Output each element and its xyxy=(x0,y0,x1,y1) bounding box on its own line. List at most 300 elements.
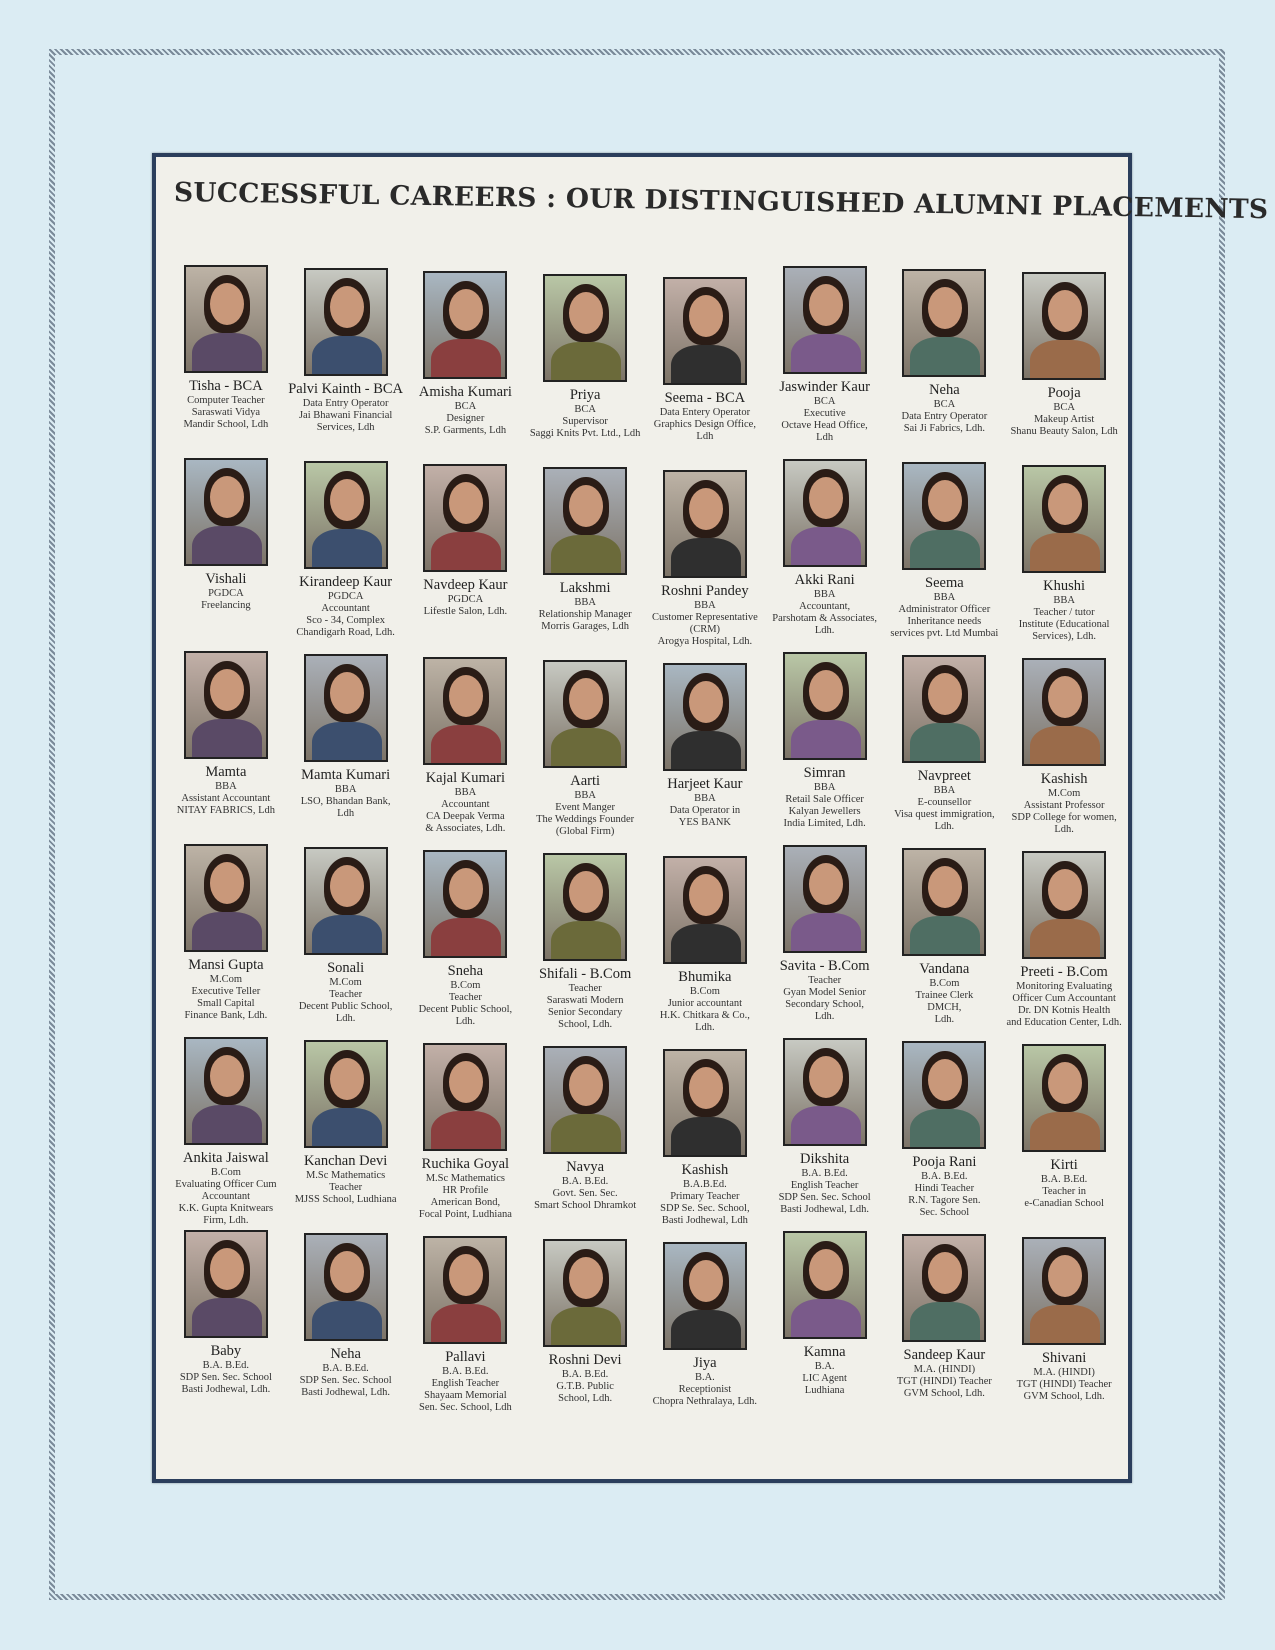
alumni-detail-line: Monitoring Evaluating xyxy=(1016,980,1113,992)
alumni-detail-line: Institute (Educational xyxy=(1018,619,1110,631)
alumni-name: Sandeep Kaur xyxy=(903,1347,986,1363)
alumni-photo xyxy=(304,1233,388,1341)
alumni-name: Roshni Devi xyxy=(548,1352,622,1368)
alumni-detail-line: BBA xyxy=(694,792,716,804)
alumni-detail-line: Govt. Sen. Sec. xyxy=(552,1188,618,1199)
alumni-detail-line: Executive xyxy=(803,408,846,419)
alumni-photo xyxy=(1022,1044,1106,1152)
alumni-name: Baby xyxy=(210,1343,242,1359)
alumni-detail-line: BBA xyxy=(215,780,237,792)
alumni-detail-line: Small Capital xyxy=(197,998,255,1010)
alumni-detail-line: PGDCA xyxy=(208,587,244,599)
alumni-detail-line: B.Com xyxy=(210,1166,241,1178)
alumni-photo xyxy=(423,464,507,572)
alumni-detail-line: G.T.B. Public xyxy=(556,1381,614,1392)
alumni-photo xyxy=(902,462,986,570)
alumni-name: Pooja xyxy=(1047,385,1081,401)
alumni-card xyxy=(406,265,526,458)
alumni-detail-line: NITAY FABRICS, Ldh xyxy=(176,805,275,817)
alumni-detail-line: Retail Sale Officer xyxy=(785,794,864,805)
alumni-photo xyxy=(184,844,268,952)
alumni-detail-line: Sec. School xyxy=(919,1207,970,1219)
alumni-card xyxy=(166,458,286,651)
alumni-detail-line: Ludhiana xyxy=(804,1385,845,1397)
alumni-detail-line: Junior accountant xyxy=(667,998,743,1009)
alumni-detail-line: School, Ldh. xyxy=(558,1393,613,1405)
alumni-detail-line: Ldh. xyxy=(814,625,835,637)
alumni-card xyxy=(885,265,1005,458)
alumni-detail-line: Ldh xyxy=(816,432,834,444)
alumni-photo xyxy=(1022,658,1106,766)
alumni-detail-line: S.P. Garments, Ldh xyxy=(424,425,507,437)
alumni-detail-line: BBA xyxy=(574,596,596,608)
alumni-card xyxy=(1004,265,1124,458)
alumni-name: Shivani xyxy=(1041,1350,1087,1366)
alumni-card xyxy=(885,651,1005,844)
alumni-photo xyxy=(783,459,867,567)
alumni-detail-line: Smart School Dhramkot xyxy=(534,1200,637,1212)
alumni-detail-line: Makeup Artist xyxy=(1033,414,1095,425)
alumni-photo xyxy=(543,274,627,382)
alumni-detail-line: Teacher xyxy=(808,974,842,986)
alumni-detail-line: Sen. Sec. School, Ldh xyxy=(419,1402,512,1414)
alumni-detail-line: BBA xyxy=(334,783,357,795)
alumni-detail-line: E-counsellor xyxy=(917,797,972,808)
alumni-detail-line: Ldh. xyxy=(695,1022,715,1034)
alumni-detail-line: Supervisor xyxy=(562,416,608,427)
alumni-photo xyxy=(543,660,627,768)
alumni-name: Simran xyxy=(803,765,846,781)
alumni-detail-line: BBA xyxy=(813,588,836,600)
alumni-photo xyxy=(1022,465,1106,573)
alumni-card xyxy=(525,458,645,651)
alumni-photo xyxy=(783,1231,867,1339)
alumni-detail-line: M.Com xyxy=(1047,787,1081,799)
alumni-detail-line: M.Com xyxy=(209,973,243,985)
alumni-name: Amisha Kumari xyxy=(418,384,512,400)
alumni-photo xyxy=(902,1041,986,1149)
alumni-detail-line: SDP Se. Sec. School, xyxy=(660,1203,750,1215)
alumni-detail-line: YES BANK xyxy=(678,817,731,829)
alumni-detail-line: BBA xyxy=(1053,594,1075,606)
alumni-photo xyxy=(543,853,627,961)
alumni-card xyxy=(525,1230,645,1423)
alumni-detail-line: M.A. (HINDI) xyxy=(1033,1366,1095,1378)
alumni-detail-line: Ldh. xyxy=(1054,824,1074,836)
alumni-card xyxy=(885,1230,1005,1423)
alumni-photo xyxy=(184,1230,268,1338)
alumni-photo xyxy=(543,467,627,575)
alumni-photo xyxy=(423,271,507,379)
alumni-detail-line: Basti Jodhewal, Ldh. xyxy=(181,1384,271,1396)
alumni-detail-line: B.A. B.Ed. xyxy=(801,1167,848,1179)
alumni-name: Harjeet Kaur xyxy=(667,776,743,792)
alumni-detail-line: Inheritance needs xyxy=(907,616,982,628)
alumni-detail-line: BCA xyxy=(454,400,477,412)
alumni-photo xyxy=(783,845,867,953)
alumni-detail-line: Primary Teacher xyxy=(670,1191,740,1202)
alumni-detail-line: Accountant, xyxy=(799,601,851,612)
alumni-card xyxy=(406,1230,526,1423)
alumni-detail-line: Saraswati Vidya xyxy=(191,407,261,418)
alumni-name: Jaswinder Kaur xyxy=(779,379,870,395)
alumni-detail-line: B.A. xyxy=(694,1371,715,1383)
alumni-detail-line: Officer Cum Accountant xyxy=(1012,993,1116,1004)
alumni-detail-line: BBA xyxy=(454,786,477,798)
alumni-detail-line: and Education Center, Ldh. xyxy=(1006,1017,1122,1029)
alumni-name: Savita - B.Com xyxy=(779,958,870,974)
alumni-photo xyxy=(423,1043,507,1151)
alumni-detail-line: Trainee Clerk xyxy=(915,990,974,1001)
alumni-photo xyxy=(184,458,268,566)
alumni-name: Bhumika xyxy=(678,969,732,985)
alumni-detail-line: TGT (HINDI) Teacher xyxy=(896,1376,992,1387)
alumni-detail-line: B.Com xyxy=(929,977,960,989)
alumni-detail-line: Arogya Hospital, Ldh. xyxy=(657,636,753,648)
alumni-name: Mamta xyxy=(205,764,247,780)
alumni-photo xyxy=(902,1234,986,1342)
alumni-detail-line: K.K. Gupta Knitwears Firm, Ldh. xyxy=(178,1203,274,1227)
alumni-card xyxy=(645,651,765,844)
alumni-name: Kamna xyxy=(803,1344,846,1360)
alumni-detail-line: Decent Public School, xyxy=(418,1004,513,1016)
alumni-placements-page xyxy=(152,153,1269,1483)
alumni-detail-line: M.Sc Mathematics xyxy=(305,1169,386,1181)
alumni-photo xyxy=(663,856,747,964)
alumni-name: Navdeep Kaur xyxy=(423,577,508,593)
alumni-card xyxy=(645,265,765,458)
alumni-photo xyxy=(304,268,388,376)
alumni-name: Shifali - B.Com xyxy=(539,966,632,982)
alumni-card xyxy=(765,1037,885,1230)
alumni-detail-line: BCA xyxy=(813,395,836,407)
alumni-detail-line: B.A. B.Ed. xyxy=(1040,1173,1088,1185)
alumni-detail-line: Lifestle Salon, Ldh. xyxy=(423,606,508,617)
alumni-name: Kashish xyxy=(1040,771,1088,787)
alumni-detail-line: Basti Jodhewal, Ldh. xyxy=(301,1387,390,1399)
alumni-detail-line: BCA xyxy=(933,398,956,410)
alumni-detail-line: Secondary School, xyxy=(785,999,864,1011)
alumni-photo xyxy=(783,652,867,760)
alumni-detail-line: India Limited, Ldh. xyxy=(783,818,866,830)
alumni-detail-line: PGDCA xyxy=(447,593,484,605)
alumni-detail-line: CA Deepak Verma xyxy=(426,811,505,823)
alumni-detail-line: Ldh xyxy=(337,808,355,820)
alumni-detail-line: Accountant xyxy=(321,603,370,614)
alumni-photo xyxy=(423,850,507,958)
alumni-detail-line: B.A.B.Ed. xyxy=(682,1178,727,1190)
alumni-detail-line: LSO, Bhandan Bank, xyxy=(300,796,391,807)
alumni-detail-line: Administrator Officer xyxy=(898,604,991,615)
alumni-card xyxy=(765,458,885,651)
alumni-name: Khushi xyxy=(1043,578,1086,594)
alumni-detail-line: R.N. Tagore Sen. xyxy=(908,1195,981,1207)
alumni-card xyxy=(166,651,286,844)
alumni-photo xyxy=(902,269,986,377)
alumni-name: Seema xyxy=(925,575,964,591)
alumni-photo xyxy=(663,1049,747,1157)
alumni-card xyxy=(525,844,645,1037)
alumni-name: Neha xyxy=(929,382,960,398)
alumni-detail-line: Assistant Accountant xyxy=(181,793,271,804)
alumni-name: Mansi Gupta xyxy=(188,957,264,973)
alumni-detail-line: B.A. B.Ed. xyxy=(561,1368,609,1380)
alumni-detail-line: Senior Secondary xyxy=(547,1007,623,1019)
alumni-card xyxy=(286,265,406,458)
alumni-detail-line: Sai Ji Fabrics, Ldh. xyxy=(903,423,986,435)
alumni-card xyxy=(1004,844,1124,1037)
alumni-photo xyxy=(663,470,747,578)
alumni-detail-line: Jai Bhawani Financial xyxy=(298,410,393,421)
alumni-card xyxy=(286,458,406,651)
alumni-detail-line: DMCH, xyxy=(927,1002,962,1014)
alumni-detail-line: Kalyan Jewellers xyxy=(788,806,861,818)
alumni-detail-line: Freelancing xyxy=(201,600,251,611)
alumni-name: Jiya xyxy=(693,1355,717,1371)
alumni-photo xyxy=(304,654,388,762)
alumni-card xyxy=(1004,1037,1124,1230)
alumni-detail-line: M.Sc Mathematics xyxy=(425,1172,506,1184)
alumni-detail-line: Morris Garages, Ldh xyxy=(541,621,630,633)
alumni-card xyxy=(765,844,885,1037)
alumni-card xyxy=(885,458,1005,651)
alumni-card xyxy=(645,1037,765,1230)
alumni-detail-line: Data Entery Operator xyxy=(659,406,751,418)
alumni-detail-line: M.Com xyxy=(329,976,362,988)
alumni-name: Lakshmi xyxy=(559,580,611,596)
alumni-detail-line: B.A. B.Ed. xyxy=(322,1362,369,1374)
alumni-detail-line: Data Entry Operator xyxy=(901,411,988,422)
alumni-detail-line: Ldh. xyxy=(335,1013,356,1025)
alumni-name: Mamta Kumari xyxy=(301,767,391,783)
alumni-photo xyxy=(423,657,507,765)
alumni-card xyxy=(645,458,765,651)
alumni-detail-line: Ldh xyxy=(696,431,714,443)
alumni-card xyxy=(286,844,406,1037)
alumni-detail-line: Ldh. xyxy=(814,1011,835,1023)
alumni-card xyxy=(1004,651,1124,844)
alumni-name: Pooja Rani xyxy=(912,1154,977,1170)
alumni-card xyxy=(406,844,526,1037)
alumni-detail-line: BCA xyxy=(574,403,596,415)
alumni-photo xyxy=(304,1040,388,1148)
alumni-name: Dikshita xyxy=(800,1151,850,1167)
alumni-name: Aarti xyxy=(570,773,601,789)
alumni-detail-line: Graphics Design Office, xyxy=(653,419,756,430)
alumni-name: Vishali xyxy=(205,571,247,587)
alumni-name: Sneha xyxy=(447,963,484,979)
alumni-detail-line: Ldh. xyxy=(934,821,955,833)
alumni-detail-line: Services, Ldh xyxy=(316,422,375,434)
alumni-detail-line: GVM School, Ldh. xyxy=(903,1388,985,1400)
alumni-name: Akki Rani xyxy=(794,572,855,588)
alumni-detail-line: The Weddings Founder xyxy=(536,814,635,826)
alumni-photo xyxy=(423,1236,507,1344)
alumni-card xyxy=(406,1037,526,1230)
alumni-detail-line: Teacher xyxy=(329,1182,363,1193)
alumni-detail-line: Assistant Professor xyxy=(1023,800,1105,811)
alumni-photo xyxy=(184,651,268,759)
alumni-detail-line: BBA xyxy=(694,599,716,611)
alumni-detail-line: SDP College for women, xyxy=(1011,812,1117,824)
alumni-photo xyxy=(783,266,867,374)
alumni-detail-line: Services), Ldh. xyxy=(1032,631,1097,643)
alumni-detail-line: Basti Jodhewal, Ldh. xyxy=(780,1204,869,1216)
alumni-detail-line: Teacher / tutor xyxy=(1033,607,1095,618)
alumni-photo xyxy=(663,663,747,771)
alumni-detail-line: Sco - 34, Complex xyxy=(306,615,385,627)
alumni-photo xyxy=(783,1038,867,1146)
alumni-photo xyxy=(1022,272,1106,380)
alumni-detail-line: PGDCA xyxy=(327,590,364,602)
alumni-detail-line: Saggi Knits Pvt. Ltd., Ldh xyxy=(529,428,641,440)
alumni-name: Priya xyxy=(569,387,601,403)
alumni-card xyxy=(286,1230,406,1423)
alumni-detail-line: BBA xyxy=(933,591,956,603)
alumni-card xyxy=(645,1230,765,1423)
alumni-detail-line: GVM School, Ldh. xyxy=(1023,1391,1105,1403)
alumni-detail-line: e-Canadian School xyxy=(1024,1198,1104,1210)
alumni-card xyxy=(525,651,645,844)
alumni-detail-line: American Bond, xyxy=(430,1197,501,1209)
alumni-detail-line: Chandigarh Road, Ldh. xyxy=(296,627,395,639)
alumni-detail-line: HR Profile xyxy=(442,1185,489,1196)
alumni-detail-line: B.A. B.Ed. xyxy=(442,1365,489,1377)
alumni-detail-line: Relationship Manager xyxy=(538,609,632,620)
alumni-detail-line: Parshotam & Associates, xyxy=(772,613,877,625)
alumni-card xyxy=(525,265,645,458)
alumni-detail-line: B.A. B.Ed. xyxy=(921,1170,968,1182)
alumni-detail-line: Computer Teacher xyxy=(187,394,265,406)
alumni-card xyxy=(166,1230,286,1423)
alumni-detail-line: Basti Jodhewal, Ldh xyxy=(661,1215,748,1227)
alumni-card xyxy=(406,458,526,651)
alumni-detail-line: Ldh. xyxy=(455,1016,476,1028)
alumni-photo xyxy=(1022,1237,1106,1345)
alumni-photo xyxy=(184,265,268,373)
alumni-detail-line: Hindi Teacher xyxy=(914,1183,975,1194)
alumni-name: Navya xyxy=(566,1159,605,1175)
alumni-detail-line: School, Ldh. xyxy=(558,1019,613,1031)
alumni-card xyxy=(885,844,1005,1037)
alumni-card xyxy=(765,1230,885,1423)
alumni-detail-line: B.A. xyxy=(814,1360,835,1372)
alumni-detail-line: Teacher xyxy=(568,982,602,994)
alumni-name: Ankita Jaiswal xyxy=(182,1150,269,1166)
alumni-card xyxy=(765,651,885,844)
alumni-detail-line: TGT (HINDI) Teacher xyxy=(1016,1379,1112,1390)
alumni-detail-line: Designer xyxy=(446,413,485,424)
alumni-detail-line: Receptionist xyxy=(678,1384,732,1395)
alumni-card xyxy=(765,265,885,458)
alumni-name: Roshni Pandey xyxy=(661,583,749,599)
alumni-detail-line: Teacher in xyxy=(1042,1186,1087,1197)
alumni-card xyxy=(166,844,286,1037)
alumni-photo xyxy=(1022,851,1106,959)
alumni-detail-line: Teacher xyxy=(329,989,363,1000)
alumni-name: Neha xyxy=(330,1346,361,1362)
alumni-photo xyxy=(663,277,747,385)
alumni-detail-line: B.A. B.Ed. xyxy=(561,1175,609,1187)
alumni-card xyxy=(166,265,286,458)
alumni-name: Kashish xyxy=(681,1162,729,1178)
alumni-name: Vandana xyxy=(919,961,970,977)
alumni-photo xyxy=(902,848,986,956)
alumni-detail-line: (Global Firm) xyxy=(555,826,615,838)
alumni-detail-line: Shanu Beauty Salon, Ldh xyxy=(1010,426,1118,438)
alumni-name: Kirti xyxy=(1050,1157,1078,1173)
alumni-photo xyxy=(184,1037,268,1145)
alumni-detail-line: BBA xyxy=(574,789,596,801)
alumni-card xyxy=(1004,458,1124,651)
alumni-detail-line: Saraswati Modern xyxy=(546,995,624,1006)
alumni-photo xyxy=(902,655,986,763)
alumni-name: Sonali xyxy=(327,960,365,976)
alumni-photo xyxy=(304,461,388,569)
alumni-detail-line: Data Operator in xyxy=(669,805,741,816)
alumni-photo xyxy=(663,1242,747,1350)
alumni-detail-line: Ldh. xyxy=(934,1014,955,1026)
alumni-detail-line: Chopra Nethralaya, Ldh. xyxy=(652,1396,758,1408)
alumni-detail-line: H.K. Chitkara & Co., xyxy=(659,1010,750,1022)
alumni-detail-line: B.A. B.Ed. xyxy=(202,1359,250,1371)
alumni-detail-line: Executive Teller xyxy=(191,986,261,997)
alumni-detail-line: Visa quest immigration, xyxy=(894,809,995,821)
alumni-detail-line: Evaluating Officer Cum Accountant xyxy=(175,1179,277,1203)
alumni-detail-line: BBA xyxy=(933,784,956,796)
alumni-detail-line: Event Manger xyxy=(555,802,616,813)
alumni-detail-line: Accountant xyxy=(441,799,490,810)
alumni-detail-line: Customer Representative (CRM) xyxy=(651,612,758,636)
alumni-name: Palvi Kainth - BCA xyxy=(288,381,404,397)
alumni-detail-line: Teacher xyxy=(448,992,482,1003)
alumni-card xyxy=(166,1037,286,1230)
alumni-card xyxy=(286,1037,406,1230)
alumni-card xyxy=(525,1037,645,1230)
alumni-detail-line: Gyan Model Senior xyxy=(783,987,867,998)
alumni-detail-line: services pvt. Ltd Mumbai xyxy=(890,628,999,640)
alumni-photo xyxy=(543,1239,627,1347)
alumni-card xyxy=(286,651,406,844)
alumni-detail-line: B.Com xyxy=(689,985,720,997)
alumni-grid xyxy=(166,265,1124,1423)
alumni-card xyxy=(1004,1230,1124,1423)
alumni-detail-line: BBA xyxy=(813,781,836,793)
alumni-name: Tisha - BCA xyxy=(189,378,263,394)
alumni-detail-line: B.Com xyxy=(450,979,481,991)
alumni-detail-line: English Teacher xyxy=(790,1180,859,1191)
alumni-name: Pallavi xyxy=(445,1349,486,1365)
alumni-detail-line: Shayaam Memorial xyxy=(424,1390,507,1402)
alumni-detail-line: LIC Agent xyxy=(802,1373,847,1384)
page-heading: SUCCESSFUL CAREERS : OUR DISTINGUISHED ALUMNI PLACEMENTS xyxy=(173,177,1269,226)
alumni-name: Kajal Kumari xyxy=(425,770,506,786)
alumni-detail-line: & Associates, Ldh. xyxy=(425,823,506,835)
alumni-detail-line: Finance Bank, Ldh. xyxy=(184,1010,268,1022)
alumni-detail-line: Mandir School, Ldh xyxy=(183,419,269,431)
alumni-detail-line: English Teacher xyxy=(431,1378,500,1389)
alumni-photo xyxy=(304,847,388,955)
alumni-detail-line: BCA xyxy=(1053,401,1075,413)
alumni-card xyxy=(406,651,526,844)
alumni-name: Ruchika Goyal xyxy=(421,1156,510,1172)
alumni-detail-line: M.A. (HINDI) xyxy=(913,1363,976,1375)
alumni-name: Preeti - B.Com xyxy=(1020,964,1108,980)
alumni-name: Seema - BCA xyxy=(664,390,746,406)
alumni-detail-line: SDP Sen. Sec. School xyxy=(299,1375,392,1386)
alumni-name: Kanchan Devi xyxy=(303,1153,388,1169)
alumni-card xyxy=(885,1037,1005,1230)
